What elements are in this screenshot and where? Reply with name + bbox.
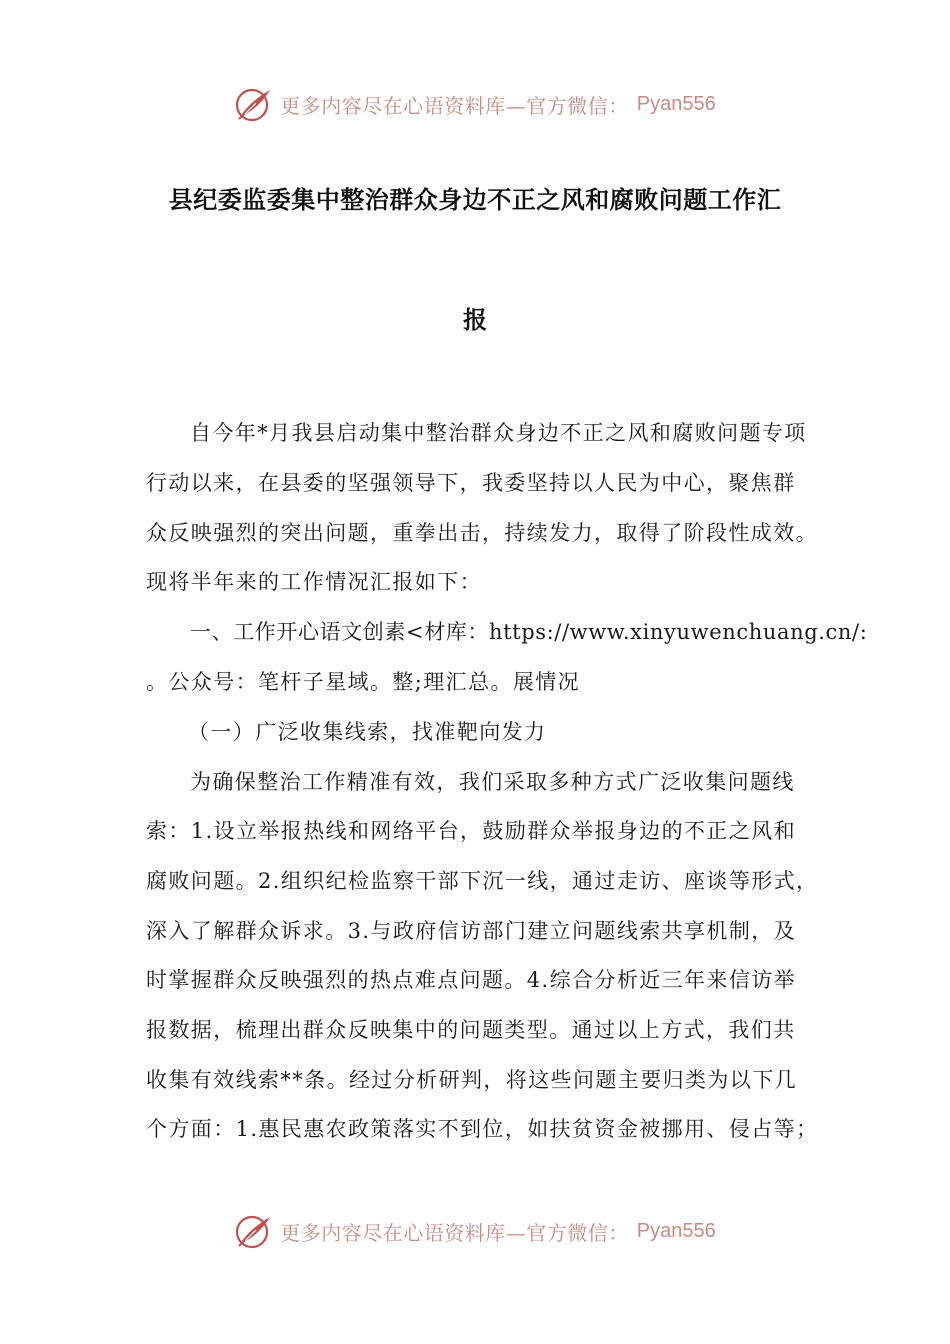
paragraph-line: 深入了解群众诉求。3.与政府信访部门建立问题线索共享机制，及 xyxy=(146,919,797,943)
watermark-wechat-id: Pyan556 xyxy=(636,1219,716,1242)
paragraph-line: 时掌握群众反映强烈的热点难点问题。4.综合分析近三年来信访举 xyxy=(146,968,797,992)
paragraph-line: 为确保整治工作精准有效，我们采取多种方式广泛收集问题线 xyxy=(190,770,795,794)
document-title-line2: 报 xyxy=(463,306,487,334)
paragraph-line: 行动以来，在县委的坚强领导下，我委坚持以人民为中心，聚焦群 xyxy=(146,471,796,495)
paragraph-line: 收集有效线索**条。经过分析研判，将这些问题主要归类为以下几 xyxy=(146,1068,797,1092)
paragraph-line: 自今年*月我县启动集中整治群众身边不正之风和腐败问题专项 xyxy=(190,421,807,445)
header-watermark xyxy=(0,82,950,126)
watermark-text: 更多内容尽在心语资料库—官方微信： xyxy=(280,93,629,118)
paragraph-line: 。公众号：笔杆子星域。整;理汇总。展情况 xyxy=(146,670,581,694)
paragraph-line: 报数据，梳理出群众反映集中的问题类型。通过以上方式，我们共 xyxy=(146,1018,796,1042)
paragraph-line: 个方面：1.惠民惠农政策落实不到位，如扶贫资金被挪用、侵占等； xyxy=(146,1117,819,1141)
watermark-wechat-id: Pyan556 xyxy=(636,92,716,115)
section-heading-line: 一、工作开心语文创素<材库：https://www.xinyuwenchuang.cn/: xyxy=(190,620,868,644)
quill-logo-icon xyxy=(234,1211,274,1251)
watermark-text: 更多内容尽在心语资料库—官方微信： xyxy=(280,1220,629,1245)
paragraph-line: 现将半年来的工作情况汇报如下： xyxy=(146,570,482,594)
subsection-heading: （一）广泛收集线索，找准靶向发力 xyxy=(188,720,547,744)
document-title-line1: 县纪委监委集中整治群众身边不正之风和腐败问题工作汇 xyxy=(168,186,782,214)
footer-watermark xyxy=(0,1209,950,1253)
paragraph-line: 众反映强烈的突出问题，重拳出击，持续发力，取得了阶段性成效。 xyxy=(146,521,818,545)
paragraph-line: 索：1.设立举报热线和网络平台，鼓励群众举报身边的不正之风和 xyxy=(146,819,797,843)
quill-logo-icon xyxy=(234,84,274,124)
paragraph-line: 腐败问题。2.组织纪检监察干部下沉一线，通过走访、座谈等形式， xyxy=(146,869,819,893)
